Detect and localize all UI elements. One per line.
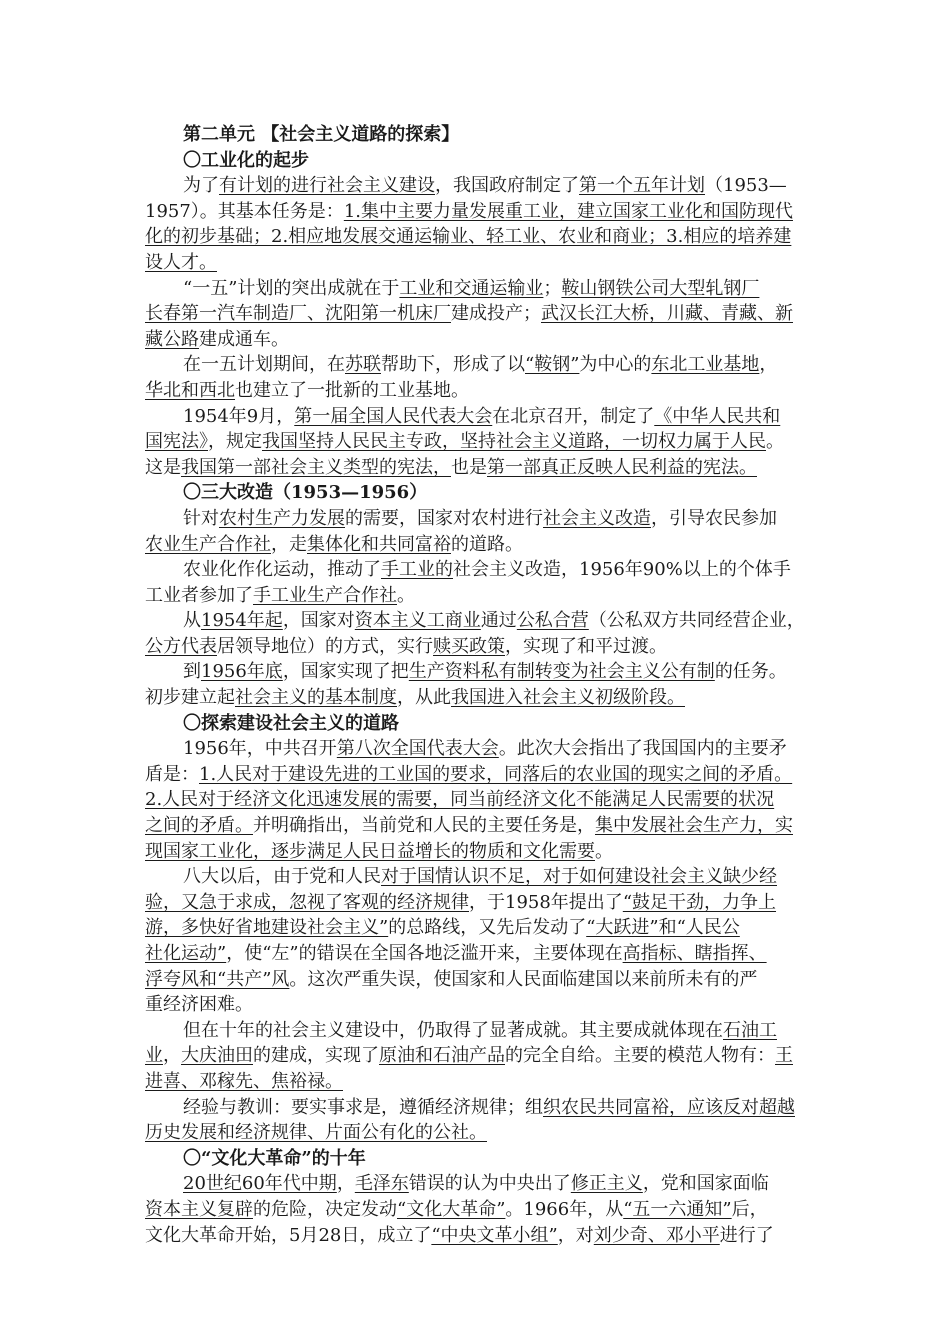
text-segment: ，走 — [271, 533, 307, 555]
text-segment: 为中心的 — [579, 354, 652, 376]
underlined-key-point: “中央文革小组” — [431, 1224, 558, 1246]
underlined-key-point: 验，又急于求成，忽视了客观的经济规律 — [145, 891, 469, 913]
text-segment: 这是 — [145, 456, 181, 478]
text-segment: ，于1958年提出了 — [469, 891, 623, 913]
underlined-key-point: 王 — [775, 1045, 793, 1067]
text-segment: “一五”计划的突出成就在于 — [183, 277, 400, 299]
underlined-key-point: 国宪法》 — [145, 431, 208, 453]
text-line — [145, 1171, 813, 1197]
text-line — [145, 378, 813, 404]
text-segment: 并明确指出，当前党和人民的主要任务是， — [253, 815, 595, 837]
text-segment: ， — [163, 1045, 181, 1067]
underlined-key-point: 公私合营 — [516, 610, 589, 632]
text-segment: 〇探索建设社会主义的道路 — [183, 712, 399, 734]
text-segment: 从 — [183, 610, 201, 632]
text-line — [145, 250, 813, 276]
text-segment: 第二单元 【社会主义道路的探索】 — [183, 124, 460, 145]
text-segment: 的需要，国家对农村进行 — [345, 507, 543, 529]
text-segment: 的任务。 — [714, 661, 787, 683]
section-heading — [145, 148, 813, 174]
text-line — [145, 1018, 813, 1044]
underlined-key-point: 之间的矛盾。 — [145, 815, 253, 837]
underlined-key-point: 对于国情认识不足，对于如何建设社会主义缺少经 — [381, 866, 777, 888]
text-line — [145, 787, 813, 813]
section-heading — [145, 122, 813, 148]
text-segment: 文化大革命开始，5月28日，成立了 — [145, 1224, 432, 1246]
text-segment: ，我国政府制定了 — [435, 175, 579, 197]
text-segment: 1956年，中共召开 — [183, 738, 337, 760]
section-heading — [145, 480, 813, 506]
text-segment: 到 — [183, 661, 201, 683]
underlined-key-point: 农村生产力发展 — [219, 507, 345, 529]
text-line — [145, 506, 813, 532]
underlined-key-point: 我国进入社会主义初级阶段。 — [451, 687, 685, 709]
text-segment: （公私双方共同经营企业， — [588, 610, 805, 632]
underlined-key-point: 有计划的进行社会主义建设 — [219, 175, 435, 197]
underlined-key-point: 织农民共同富裕，应该反对超越 — [543, 1096, 795, 1118]
text-segment: 建成投产； — [451, 303, 541, 325]
underlined-key-point: 第一届全国人民代表大会 — [294, 405, 493, 427]
text-segment: 初步建立起 — [145, 687, 235, 709]
text-line — [145, 532, 813, 558]
underlined-key-point: 石油工 — [723, 1019, 777, 1041]
text-line — [145, 685, 813, 711]
text-line — [145, 941, 813, 967]
underlined-key-point: 20世纪60年代中期 — [183, 1173, 337, 1195]
text-segment: 经验与教训：要实事求是，遵循经济规律；组 — [183, 1096, 543, 1118]
text-segment: 盾是： — [145, 763, 199, 785]
underlined-key-point: 社会主义的基本制度 — [235, 687, 397, 709]
text-segment: ； — [543, 277, 562, 299]
text-segment: ，引导农民参加 — [651, 507, 777, 529]
text-line — [145, 1120, 813, 1146]
underlined-key-point: 高指标、瞎指挥、 — [622, 943, 767, 964]
underlined-key-point: 《中华人民共和 — [654, 405, 781, 427]
underlined-key-point: 资本主义工商业 — [354, 610, 481, 632]
text-segment: 社会主义改造，1956年90%以上的个体手 — [453, 559, 791, 581]
text-segment: 进行了 — [719, 1224, 774, 1246]
underlined-key-point: 工业和交通运输业 — [399, 277, 544, 299]
text-segment: （1953— — [705, 175, 787, 197]
text-segment: 1957）。其基本任务是： — [145, 200, 344, 222]
text-segment: 1954年9月， — [183, 405, 295, 427]
underlined-key-point: 历史发展和经济规律、片面公有化的公社。 — [145, 1122, 487, 1144]
text-segment: 的危险，决定发动 — [253, 1198, 397, 1220]
text-line — [145, 173, 813, 199]
underlined-key-point: 手工业生产合作社 — [253, 584, 397, 606]
text-segment: 为了 — [183, 175, 219, 197]
text-line — [145, 301, 813, 327]
text-line — [145, 608, 813, 634]
text-segment: 但在十年的社会主义建设中，仍取得了显著成就。其主要成就体现在 — [183, 1019, 723, 1041]
underlined-key-point: 社会主义改造 — [543, 507, 651, 529]
text-line — [145, 736, 813, 762]
text-segment: ，从此 — [397, 687, 451, 709]
underlined-key-point: 东北工业基地 — [651, 354, 760, 376]
text-segment: 的总路线，又先后发动了 — [388, 917, 587, 939]
underlined-key-point: 业 — [145, 1045, 163, 1067]
underlined-key-point: 第一部真正反映人民利益的宪法。 — [487, 456, 757, 478]
underlined-key-point: 1954年起 — [201, 610, 283, 632]
underlined-key-point: 公方代表 — [145, 635, 217, 657]
text-segment: 也建立了一批新的工业基地。 — [235, 379, 469, 401]
underlined-key-point: 我国第一部社会主义类型的宪法， — [181, 456, 451, 478]
text-segment: 。 — [397, 584, 415, 606]
text-line — [145, 583, 813, 609]
underlined-key-point: 原油和石油产品 — [379, 1045, 505, 1067]
underlined-key-point: 浮夸风和“共产”风 — [145, 968, 290, 990]
section-heading — [145, 1146, 813, 1172]
text-segment: 〇“文化大革命”的十年 — [183, 1147, 366, 1169]
underlined-key-point: “五一六通知” — [623, 1198, 732, 1220]
underlined-key-point: 毛泽东 — [354, 1173, 409, 1195]
text-line — [145, 992, 813, 1018]
text-line — [145, 967, 813, 993]
underlined-key-point: 鞍山钢铁公司大型轧钢厂 — [561, 277, 760, 299]
text-segment: ， — [759, 354, 778, 376]
text-segment: 。此次大会指出了我国国内的主要矛 — [498, 738, 787, 760]
underlined-key-point: 武汉长江大桥，川藏、青藏、新 — [541, 303, 793, 325]
text-line — [145, 404, 813, 430]
text-line — [145, 455, 813, 481]
text-segment: 的完全自给。主要的模范人物有： — [505, 1045, 775, 1067]
underlined-key-point: 2.人民对于经济文化迅速发展的需要，同当前经济文化不能满足人民需要的状况 — [145, 789, 775, 811]
text-line — [145, 1197, 813, 1223]
text-segment: 在北京召开，制定了 — [492, 405, 655, 427]
text-line — [145, 659, 813, 685]
underlined-key-point: 设人才。 — [145, 251, 217, 273]
text-segment: 。这次严重失误，使国家和人民面临建国以来前所未有的严 — [289, 968, 758, 990]
underlined-key-point: 集中发展社会生产力，实 — [595, 815, 793, 837]
text-line — [145, 864, 813, 890]
text-segment: 重经济困难。 — [145, 994, 253, 1016]
underlined-key-point: 藏公路 — [145, 328, 199, 350]
text-segment: ，规定 — [208, 431, 262, 453]
text-segment: 错误的认为中央出了 — [408, 1173, 571, 1195]
text-segment: 工业者参加了 — [145, 584, 253, 606]
text-segment: ，使“左”的错误在全国各地泛滥开来，主要体现在 — [226, 943, 623, 964]
text-segment: 。 — [595, 840, 613, 862]
text-segment: ，党和国家面临 — [642, 1173, 769, 1195]
text-line — [145, 839, 813, 865]
underlined-key-point: 化的初步基础；2.相应地发展交通运输业、轻工业、农业和商业；3.相应的培养建 — [145, 226, 792, 248]
section-heading — [145, 711, 813, 737]
text-segment: 针对 — [183, 507, 219, 529]
underlined-key-point: 第一个五年计划 — [579, 175, 705, 197]
text-line — [145, 224, 813, 250]
text-segment: ，实现了和平过渡。 — [505, 635, 667, 657]
underlined-key-point: “鼓足干劲，力争上 — [622, 891, 777, 913]
text-segment: 的建成，实现了 — [253, 1045, 379, 1067]
text-line — [145, 915, 813, 941]
underlined-key-point: 游，多快好省地建设社会主义” — [145, 917, 389, 939]
text-line — [145, 1069, 813, 1095]
text-line — [145, 634, 813, 660]
underlined-key-point: 华北和西北 — [145, 379, 235, 401]
underlined-key-point: 农业生产合作社 — [145, 533, 271, 555]
text-line — [145, 890, 813, 916]
text-line — [145, 1043, 813, 1069]
text-line — [145, 1223, 813, 1249]
underlined-key-point: 手工业的 — [381, 559, 453, 581]
text-line — [145, 429, 813, 455]
text-line — [145, 276, 813, 302]
document-page — [145, 122, 813, 1248]
underlined-key-point: 赎买政策 — [433, 635, 505, 657]
underlined-key-point: 1956年底 — [201, 661, 283, 683]
text-segment: 农业化作化运动，推动了 — [183, 559, 381, 581]
text-line — [145, 557, 813, 583]
underlined-key-point: 进喜、邓稼先、焦裕禄。 — [145, 1070, 343, 1092]
underlined-key-point: 集体化和共同富裕 — [307, 533, 451, 555]
underlined-key-point: 1.集中主要力量发展重工业，建立国家工业化和国防现代 — [343, 200, 793, 222]
text-line — [145, 327, 813, 353]
underlined-key-point: 长春第一汽车制造厂、沈阳第一机床厂 — [145, 303, 451, 325]
text-line — [145, 1095, 813, 1121]
text-segment: 建成通车。 — [199, 328, 289, 350]
text-segment: 〇工业化的起步 — [183, 149, 309, 171]
underlined-key-point: 社化运动” — [145, 943, 227, 964]
text-segment: 在一五计划期间，在 — [183, 354, 345, 376]
text-line — [145, 813, 813, 839]
underlined-key-point: 现国家工业化，逐步满足人民日益增长的物质和文化需要 — [145, 840, 595, 862]
underlined-key-point: 我国坚持人民民主专政，坚持社会主义道路，一切权力属于人民 — [262, 431, 766, 453]
underlined-key-point: “鞍钢” — [525, 354, 580, 376]
underlined-key-point: 苏联 — [345, 354, 381, 376]
text-line — [145, 352, 813, 378]
underlined-key-point: “大跃进”和“人民公 — [586, 917, 740, 939]
text-segment: 通过 — [480, 610, 517, 632]
text-segment: ，国家实现了把 — [282, 661, 409, 683]
text-line — [145, 199, 813, 225]
text-segment: ， — [336, 1173, 355, 1195]
text-segment: 帮助下，形成了以 — [381, 354, 525, 376]
text-segment: 〇三大改造（1953—1956） — [183, 482, 428, 504]
underlined-key-point: 1.人民对于建设先进的工业国的要求，同落后的农业国的现实之间的矛盾。 — [199, 763, 793, 785]
text-segment: 也是 — [451, 456, 487, 478]
text-segment: 居领导地位）的方式，实行 — [217, 635, 433, 657]
text-segment: 八大以后，由于党和人民 — [183, 866, 381, 888]
underlined-key-point: 刘少奇、邓小平 — [593, 1224, 720, 1246]
underlined-key-point: 修正主义 — [570, 1173, 643, 1195]
underlined-key-point: 第八次全国代表大会 — [336, 738, 499, 760]
underlined-key-point: “文化大革命” — [397, 1198, 506, 1220]
text-segment: ，国家对 — [282, 610, 355, 632]
text-segment: 的道路。 — [451, 533, 523, 555]
text-line — [145, 762, 813, 788]
text-segment: ，对 — [557, 1224, 594, 1246]
underlined-key-point: 大庆油田 — [181, 1045, 253, 1067]
underlined-key-point: 生产资料私有制转变为社会主义公有制 — [408, 661, 715, 683]
underlined-key-point: 资本主义复辟 — [145, 1198, 253, 1220]
text-segment: 。 — [766, 431, 784, 453]
text-segment: 。1966年，从 — [505, 1198, 624, 1220]
text-segment: 后， — [731, 1198, 768, 1220]
